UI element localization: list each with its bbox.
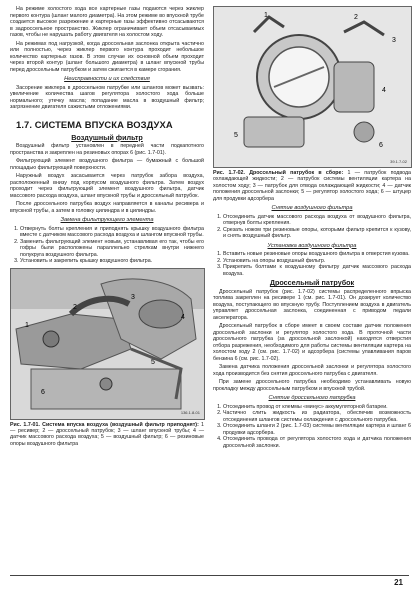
filter-paragraph-4: После дроссельного патрубка воздух направляется в каналы ресивера и впускной трубы, а затем в головку цилиндра и в цилиндры. <box>10 201 204 214</box>
figure-throttle-body <box>213 6 412 168</box>
engine-bay-illustration <box>11 269 204 419</box>
figure-tag: 39.1.7-02 <box>390 158 407 164</box>
throttle-paragraph-2: Дроссельный патрубок в сборе имеет в своем составе датчик положения дроссельной заслонки и регулятор холостого хода. В проточной части дроссельного патрубка (за дроссельной заслонкой) находятся отверстия отбора разрежения, необходимого для работы системы вентиляции картера на холостом ходу 2 (см. рис. 1.7-02) и адсорбера (системы улавливания паров бензина 6 (см. рис. 1.7-02). <box>213 323 411 362</box>
intro-paragraph-2: На режимах под нагрузкой, когда дроссельная заслонка открыта частично или полностью, через жиклер первого контура проходит небольшое количество картерных газов. В этом случае их основной объем проходит через второй контур (шланг большого диаметра) в шланг впускной трубы перед дроссельным патрубком и затем сжигается в камере сгорания. <box>10 40 204 73</box>
remove-filter-steps <box>213 214 411 240</box>
install-filter-step: 1. Вставить новые резиновые опоры воздушного фильтра в отверстия кузова. <box>223 251 411 258</box>
install-filter-subheading: Установка воздушного фильтра <box>267 242 357 249</box>
remove-filter-subheading: Снятие воздушного фильтра <box>271 205 353 212</box>
remove-throttle-step: 4. Отсоединить провода от регулятора холостого хода и датчика положения дроссельной заслонки. <box>223 436 411 449</box>
remove-filter-step: 1. Отсоединить датчик массового расхода воздуха от воздушного фильтра, отвернув болты крепления. <box>223 214 411 227</box>
replace-steps-list <box>10 226 204 265</box>
throttle-body-illustration <box>214 7 411 167</box>
remove-throttle-step: 1. Отсоединить провод от клеммы «минус» аккумуляторной батареи. <box>223 404 411 411</box>
filter-paragraph-3: Наружный воздух засасывается через патрубок забора воздуха, расположенный внизу под корпусом воздушного фильтра. Затем воздух проходит через фильтрующий элемент воздушного фильтра, датчик массового расхода воздуха, шланг впускной трубы и дроссельный патрубок. <box>10 173 204 199</box>
svg-text:6: 6 <box>41 388 45 396</box>
figure-caption <box>213 170 411 202</box>
throttle-paragraph-1: Дроссельный патрубок (рис. 1.7-02) системы распределенного впрыска топлива закреплен на ресивере 1 (см. рис. 1.7-01). Он дозирует количество воздуха, поступающего во впускную трубу. Поступлением воздуха в двигатель управляет дроссельная заслонка, соединенная с приводом педали акселератора. <box>213 288 411 321</box>
remove-throttle-subheading: Снятие дроссельного патрубка <box>268 395 356 402</box>
air-filter-heading: Воздушный фильтр <box>71 132 143 142</box>
replace-step: 3. Установить и закрепить крышку воздушного фильтра. <box>20 258 204 265</box>
faults-paragraph: Засорение жиклера в дроссельном патрубке или шлангов может вызвать: увеличение количества шагов регулятора холостого хода больше нормального; утечку масла; попадание масла в воздушный фильтр; загрязнение двигателя сажистыми отложениями. <box>10 84 204 110</box>
replace-element-subheading: Замена фильтрующего элемента <box>60 217 154 223</box>
remove-throttle-step: 3. Отсоединить шланги 2 (рис. 1.7-03) системы вентиляции картера и шланг 6 продувки адсорбера. <box>223 423 411 436</box>
faults-subheading: Неисправности и их следствия <box>64 76 150 82</box>
throttle-paragraph-4: При замене дроссельного патрубка необходимо устанавливать новую прокладку между дроссельным патрубком и впускной трубой. <box>213 379 411 392</box>
section-heading: 1.7. СИСТЕМА ВПУСКА ВОЗДУХА <box>16 118 173 130</box>
remove-throttle-step: 2. Частично слить жидкость из радиатора, обеспечив возможность отсоединения шлангов системы охлаждения с дроссельного патрубка. <box>223 410 411 423</box>
footer-rule <box>10 575 409 576</box>
install-filter-steps <box>213 251 411 277</box>
figure-air-intake-photo <box>10 268 205 420</box>
page-number: 21 <box>394 578 403 587</box>
intro-paragraph-1: На режиме холостого хода все картерные газы подаются через жиклер первого контура (шланг малого диаметра). На этом режиме во впускной трубе создается высокое разрежение и картерные газы эффективно отсасываются в задроссельное пространство. Жиклер ограничивает объем отсасываемых газов, чтобы не нарушать работу двигателя на холостом ходу. <box>10 6 204 38</box>
figure-caption-label: Рис. 1.7-01. Система впуска воздуха (воздушный фильтр приподнят): <box>10 421 199 428</box>
figure-caption <box>10 422 204 448</box>
svg-text:4: 4 <box>382 87 386 94</box>
remove-filter-step: 2. Срезать ножом три резиновые опоры, которыми фильтр крепится к кузову, и снять воздушный фильтр. <box>223 227 411 240</box>
svg-text:1: 1 <box>25 321 29 329</box>
figure-caption-text: 1 — ресивер; 2 — дроссельный патрубок; 3 — шланг впускной трубы; 4 — датчик массового расхода воздуха; 5 — воздушный фильтр; 6 — резиновые опоры воздушного фильтра <box>10 421 205 447</box>
throttle-paragraph-3: Замена датчика положения дроссельной заслонки и регулятора холостого хода производится без снятия дроссельного патрубка с двигателя. <box>213 364 411 377</box>
svg-text:6: 6 <box>379 142 383 149</box>
svg-text:3: 3 <box>392 37 396 44</box>
install-filter-step: 2. Установить на опоры воздушный фильтр. <box>223 258 411 265</box>
install-filter-step: 3. Прикрепить болтами к воздушному фильтру датчик массового расхода воздуха. <box>223 264 411 277</box>
svg-text:3: 3 <box>131 293 135 301</box>
throttle-heading: Дроссельный патрубок <box>269 278 355 288</box>
svg-text:2: 2 <box>354 14 358 21</box>
svg-text:4: 4 <box>181 313 185 321</box>
filter-paragraph-2: Фильтрующий элемент воздушного фильтра — бумажный с большой площадью фильтрующей поверхности. <box>10 158 204 171</box>
svg-text:1: 1 <box>264 12 268 19</box>
figure-caption-text: 1 — патрубок подвода охлаждающей жидкости; 2 — патрубок системы вентиляции картера на холостом ходу; 3 — патрубок для отвода охлаждающей жидкости; 4 — датчик положения дроссельной заслонки; 5 — регулятор холостого хода; 6 — штуцер для продувки адсорбера <box>213 170 411 202</box>
svg-text:5: 5 <box>234 132 238 139</box>
remove-throttle-steps <box>213 404 411 450</box>
figure-tag: 136.1.8-01 <box>180 410 200 415</box>
svg-text:2: 2 <box>73 303 77 311</box>
figure-caption-label: Рис. 1.7-02. Дроссельный патрубок в сборе: <box>213 170 344 176</box>
filter-paragraph-1: Воздушный фильтр установлен в передней части подкапотного пространства и закреплен на резиновых опорах 6 (рис. 1.7-01). <box>10 143 204 156</box>
replace-step: 2. Заменить фильтрующий элемент новым, устанавливая его так, чтобы его гофры были расположены параллельно стрелкам внутри нижнего полукруга воздушного фильтра. <box>20 239 204 259</box>
left-column <box>10 6 204 450</box>
svg-text:5: 5 <box>151 358 155 366</box>
replace-step: 1. Отвернуть болты крепления и приподнять крышку воздушного фильтра вместе с датчиком массового расхода воздуха и шлангом впускной трубы. <box>20 226 204 239</box>
right-column <box>213 6 411 451</box>
